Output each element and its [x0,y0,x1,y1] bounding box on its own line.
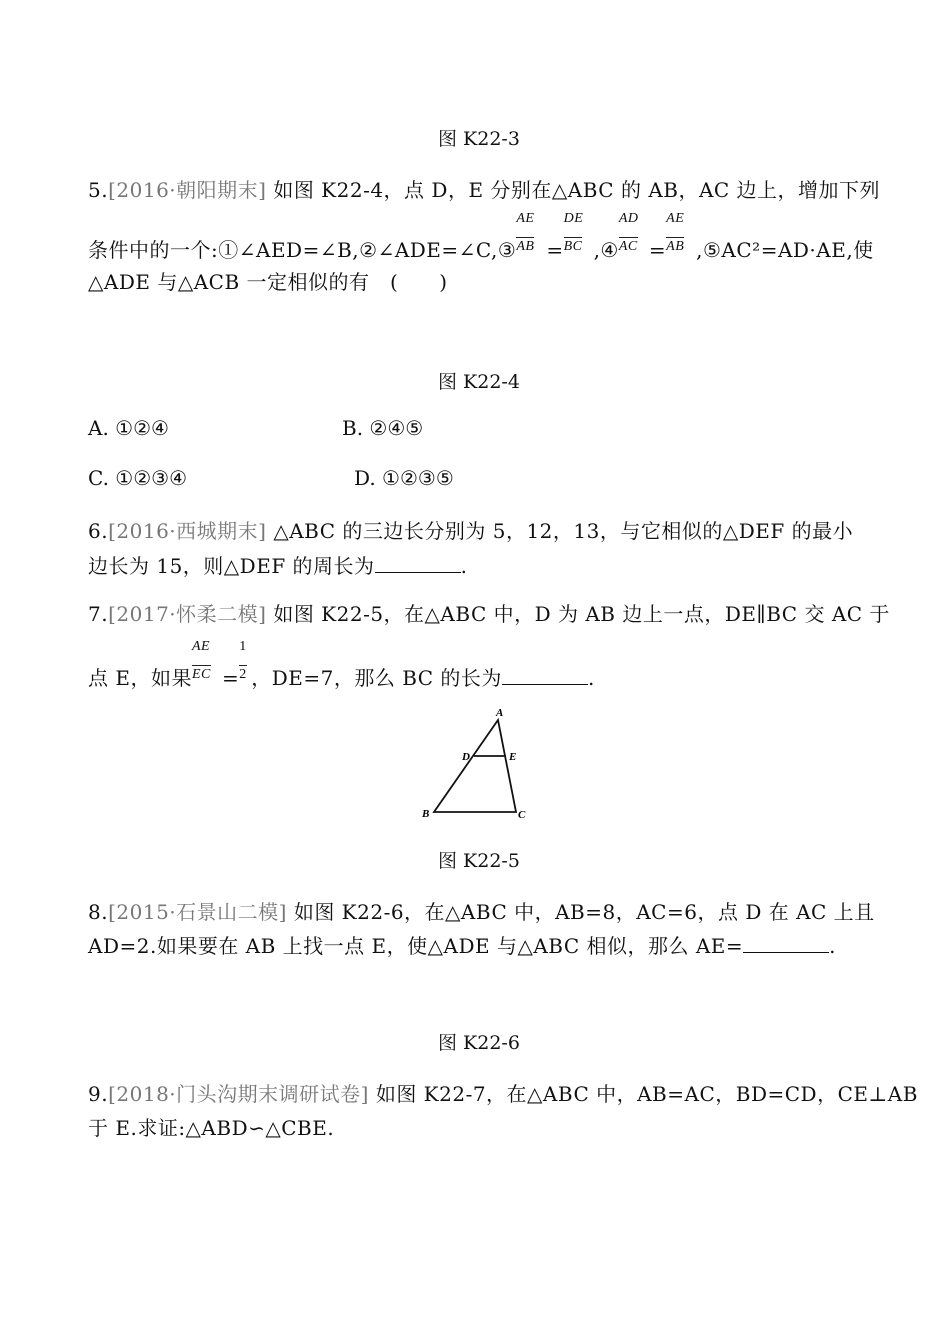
figure-caption-k22-6: 图 K22-6 [438,1032,520,1054]
label-d: D [462,751,470,763]
question-5-line-3: △ADE 与△ACB 一定相似的有 ( ) [88,270,448,294]
question-text: ,④ [593,238,619,262]
question-source: [2018·门头沟期末调研试卷] [108,1082,369,1106]
question-text: △ABC 的三边长分别为 5，12，13，与它相似的△DEF 的最小 [266,519,854,543]
fraction-numerator: DE [563,211,584,226]
fraction-denominator: 2 [239,667,247,682]
label-a: A [496,707,504,719]
question-5-line-1 [88,174,880,203]
question-7-line-1 [88,598,890,627]
fraction-ae-ab [516,211,546,257]
question-6-line-2 [88,550,467,579]
question-text: 条件中的一个:①∠AED=∠B,②∠ADE=∠C,③ [88,238,517,262]
question-text: 如图 K22-6，在△ABC 中，AB=8，AC=6，点 D 在 AC 上且 [286,900,875,924]
question-text: ,⑤AC²=AD·AE,使 [696,238,874,262]
question-number: 5. [88,178,109,202]
equals-sign: = [546,238,564,262]
fraction-denominator: AC [618,239,638,254]
answer-blank[interactable] [502,666,588,685]
fraction-numerator: AE [191,639,211,654]
option-b[interactable]: B. ②④⑤ [342,416,424,440]
fraction-de-bc [563,211,594,257]
question-number: 9. [88,1082,109,1106]
fraction-ad-ac [618,211,649,257]
period: . [460,554,468,578]
equals-sign: = [648,238,667,262]
fraction-denominator: AB [666,239,685,254]
question-text: 如图 K22-5，在△ABC 中，D 为 AB 边上一点，DE∥BC 交 AC 于 [266,602,890,626]
question-9-line-1 [88,1078,918,1107]
figure-caption-k22-4: 图 K22-4 [438,371,520,393]
question-source: [2015·石景山二模] [108,900,287,924]
question-text: 如图 K22-4，点 D，E 分别在△ABC 的 AB，AC 边上，增加下列 [266,178,881,202]
fraction-one-half [239,639,251,685]
triangle-abc [434,720,516,812]
question-source: [2017·怀柔二模] [108,602,267,626]
figure-k22-5-triangle [410,704,540,826]
question-text: ，DE=7，那么 BC 的长为 [251,666,502,690]
fraction-ae-ab-2 [666,211,696,257]
option-c[interactable]: C. ①②③④ [88,466,188,490]
fraction-ae-ec [191,639,222,685]
figure-caption-k22-5: 图 K22-5 [438,850,520,872]
label-e: E [509,751,517,763]
label-b: B [422,808,430,820]
fraction-numerator: AE [516,211,535,226]
question-5-line-2 [88,211,874,263]
question-number: 7. [88,602,109,626]
question-9-line-2: 于 E.求证:△ABD∽△CBE. [88,1116,335,1140]
question-source: [2016·朝阳期末] [108,178,267,202]
option-a[interactable]: A. ①②④ [88,416,169,440]
question-text: AD=2.如果要在 AB 上找一点 E，使△ADE 与△ABC 相似，那么 AE= [88,934,744,958]
option-d[interactable]: D. ①②③⑤ [354,466,454,490]
fraction-numerator: AD [618,211,639,226]
fraction-numerator: AE [666,211,685,226]
period: . [829,934,837,958]
question-6-line-1 [88,515,853,544]
period: . [587,666,595,690]
question-number: 8. [88,900,109,924]
question-text: 点 E，如果 [88,666,192,690]
answer-blank[interactable] [743,934,829,953]
question-8-line-1 [88,896,875,925]
fraction-denominator: BC [563,239,583,254]
question-text: 如图 K22-7，在△ABC 中，AB=AC，BD=CD，CE⊥AB [368,1082,918,1106]
fraction-numerator: 1 [239,639,247,654]
question-8-line-2 [88,930,836,959]
question-source: [2016·西城期末] [108,519,267,543]
question-7-line-2 [88,639,595,691]
fraction-denominator: EC [191,667,211,682]
label-c: C [518,809,526,821]
fraction-denominator: AB [516,239,535,254]
figure-caption-k22-3: 图 K22-3 [438,128,520,150]
answer-blank[interactable] [375,554,461,573]
question-text: 边长为 15，则△DEF 的周长为 [88,554,375,578]
equals-sign: = [221,666,240,690]
question-number: 6. [88,519,109,543]
